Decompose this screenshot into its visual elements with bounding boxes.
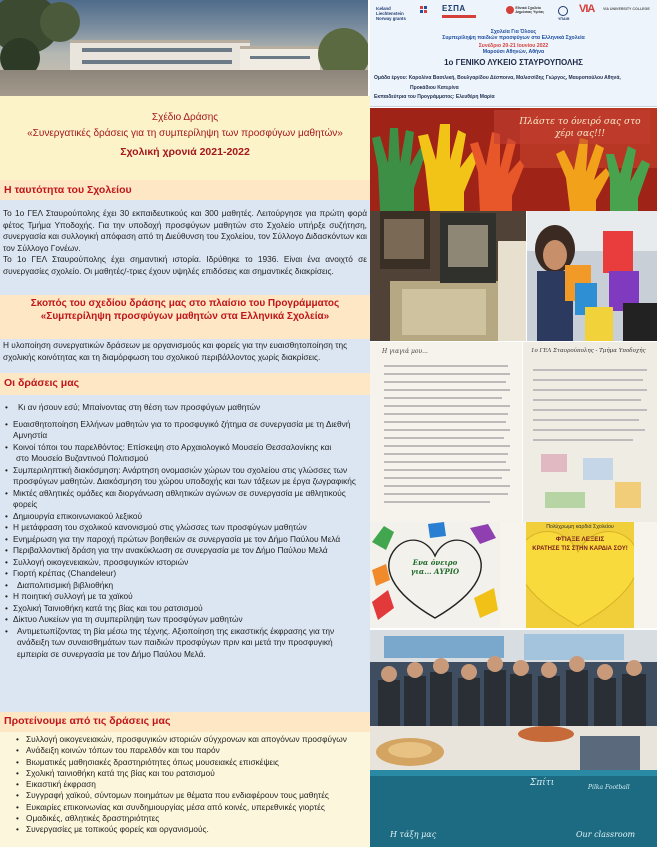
heart2-title: Πολύχρωμη καρδιά Σχολείου: [546, 524, 614, 530]
school-year: Σχολική χρονιά 2021-2022: [120, 146, 250, 158]
plan-subtitle: «Συνεργατικές δράσεις για τη συμπερίληψη των προσφύγων μαθητών»: [27, 128, 343, 139]
eea-grants-logo: Iceland Liechtenstein Norway grants: [376, 6, 428, 24]
action-item: • Δημιουργία επικοινωνιακού λεξικού: [8, 511, 362, 523]
proposal-item: • Εικαστική έκφραση: [16, 779, 360, 790]
school-building-photo: [0, 0, 368, 96]
hands-slogan: Πλάστε το όνειρό σας στο χέρι σας!!!: [519, 117, 641, 139]
action-item: • Συμπεριληπτική διακόσμηση: Ανάρτηση ονομασιών χώρων του σχολείου στις γλώσσες των προσφύγων μαθητών. Διακόσμηση του χώρου υποδοχής και των τάξεων με έργα ζωγραφικής: [8, 465, 362, 488]
action-item: • Αντιμετωπίζοντας τη βία μέσω της τέχνης. Αξιοποίηση της εικαστικής έκφρασης για την ανάδειξη των συναισθημάτων των παιδιών προσφύγων πριν και μετά την προσφυγική εμπειρία σε συνεργασία με τον Δήμο Παύλου Μελά.: [8, 626, 362, 661]
action-item: • Διαπολιτισμική βιβλιοθήκη: [8, 580, 362, 592]
letter-left-caption: Η γιαγιά μου...: [382, 348, 428, 355]
proposal-item: • Ανάδειξη κοινών τόπων του παρελθόν και του παρόν: [16, 745, 360, 756]
proposal-item: • Συλλογή οικογενειακών, προσφυγικών ιστοριών σύγχρονων και απογόνων προσφύγων: [16, 734, 360, 745]
identity-heading: Η ταυτότητα του Σχολείου: [0, 180, 370, 200]
goal-body: Η υλοποίηση συνεργατικών δράσεων με οργανισμούς και φορείς για την ευαισθητοποίηση της σχολικής κοινότητας και τη διαμόρφωση του σχολικού περιβάλλοντος χωρίς διακρίσεις.: [0, 339, 370, 373]
espa-logo: ΕΣΠΑ: [442, 6, 478, 24]
heart-hands-artwork: [370, 522, 500, 628]
family-stories-letter-left: [370, 342, 522, 522]
action-item: • Κοινοί τόποι του παρελθόντος: Επίσκεψη στο Αρχαιολογικό Μουσείο Θεσσαλονίκης και: [8, 442, 362, 454]
proposal-item: • Ομαδικές, αθλητικές δραστηριότητες: [16, 813, 360, 824]
ministry-logo: ΥΠΑΙΘ: [558, 6, 580, 24]
board-text-our-class-gr: Η τάξη μας: [390, 830, 437, 839]
proposals-body: [0, 732, 370, 847]
school-heart-poster: [500, 522, 657, 628]
plan-title: Σχέδιο Δράσης: [151, 112, 219, 123]
letter-right-caption: 1ο ΓΕΛ Σταυρούπολης - Τμήμα Υποδοχής: [531, 348, 646, 354]
heart2-line2: ΚΡΑΤΗΣΕ ΤΙΣ ΣΤΗΝ ΚΑΡΔΙΑ ΣΟΥ!: [532, 546, 628, 552]
action-item: • Η ποιητική συλλογή με τα χαϊκού: [8, 591, 362, 603]
poster-right-column: [370, 0, 657, 847]
board-text-home: Σπίτι: [530, 778, 555, 788]
board-text-our-class-en: Our classroom: [576, 830, 636, 839]
heart-caption: Ενα όνειρο για... ΑΥΡΙΟ: [410, 558, 460, 576]
heart2-line1: ΦΤΙΑΞΕ ΛΕΞΕΙΣ: [555, 536, 605, 543]
action-item: • Κι αν ήσουν εσύ; Μπαίνοντας στη θέση των προσφύγων μαθητών: [8, 402, 362, 414]
painted-hands-photo: [370, 108, 657, 211]
action-item: στο Μουσείο Βυζαντινού Πολιτισμού: [16, 453, 149, 463]
health-school-logo: Εθνικό Σχολείο Δημόσιας Υγείας: [506, 6, 554, 24]
board-text-football: Pilka Football: [588, 784, 630, 791]
actions-body: [0, 395, 370, 712]
classroom-board-photo: [370, 770, 657, 847]
identity-paragraph: Το 1ο ΓΕΛ Σταυρούπολης έχει σημαντική ιστορία. Ιδρύθηκε το 1936. Είναι ένα ανοιχτό σε συνεργασίες σχολείο. Οι μαθητές/-τριες έχουν υψηλές επιδόσεις και σημαντικές διακρίσεις.: [3, 254, 367, 276]
action-item: • Μικτές αθλητικές ομάδες και διοργάνωση αθλητικών αγώνων σε συνεργασία με αθλητικούς φορείς: [8, 488, 362, 511]
goal-heading: Σκοπός του σχεδίου δράσης μας στο πλαίσιο του Προγράμματος «Συμπερίληψη προσφύγων μαθητών στα Ελληνικά Σχολεία»: [0, 295, 370, 339]
identity-body: [0, 200, 370, 295]
action-item: • Ενημέρωση για την παροχή πρώτων βοηθειών σε συνεργασία με τον Δήμο Παύλου Μελά: [8, 534, 362, 546]
intercultural-library-photo: [527, 211, 657, 341]
proposal-item: • Σχολική ταινιοθήκη κατά της βίας και του ρατσισμού: [16, 768, 360, 779]
project-team: Ομάδα έργου: Καρολίνα Βασιλική, Βουλγαρίδου Δέσποινα, Μαλισσίδης Γιώργος, Μαυροπούλου Αθηνά, Προκάδιου Κατερίνα Εκπαιδεύτρια του Προγράμματος: Ελευθέρη Μαρία: [374, 75, 621, 100]
proposal-item: • Συγγραφή χαϊκού, σύντομων ποιημάτων με θέματα που ενδιαφέρουν τους μαθητές: [16, 790, 360, 801]
proposal-item: • Ευκαιρίες επικοινωνίας και συνδημιουργίας μέσα από κοινές, υπερεθνικές γιορτές: [16, 802, 360, 813]
proposal-item: • Βιωματικές μαθησιακές δραστηριότητες όπως μουσειακές επισκέψεις: [16, 757, 360, 768]
via-university-logo: VIA VIA UNIVERSITY COLLEGE: [579, 3, 650, 15]
action-item: • Γιορτή κρέπας (Chandeleur): [8, 568, 362, 580]
proposal-item: • Συνεργασίες με τοπικούς φορείς και οργανισμούς.: [16, 824, 360, 835]
school-name: 1ο ΓΕΝΙΚΟ ΛΥΚΕΙΟ ΣΤΑΥΡΟΥΠΟΛΗΣ: [444, 58, 583, 67]
action-item: • Συλλογή οικογενειακών, προσφυγικών ιστοριών: [8, 557, 362, 569]
identity-paragraph: Το 1ο ΓΕΛ Σταυρούπολης έχει 30 εκπαιδευτικούς και 300 μαθητές. Λειτούργησε για πρώτη φορά φέτος Τμήμα Υποδοχής. Για την υποδοχή προσφύγων μαθητών στο Σχολείο υπήρξε συζήτηση, συνεργασία και συλλογική απόφαση από τη Διεύθυνση του Σχολείου, τον Σύλλογο Διδασκόντων και τον Σύλλογο Γονέων.: [3, 208, 367, 253]
actions-heading: Οι δράσεις μας: [0, 373, 370, 395]
museum-visit-photo: [370, 211, 526, 341]
family-stories-letter-right: [523, 342, 657, 522]
action-item: • Δίκτυο Λυκείων για τη συμπερίληψη των προσφύγων μαθητών: [8, 614, 362, 626]
conference-date: Συνέδριο 20-21 Ιουνίου 2022 Μαρούσι Αθηνών, Αθήνα: [478, 43, 549, 55]
proposals-heading: Προτείνουμε από τις δράσεις μας: [0, 712, 370, 732]
conference-title: Σχολεία Για Όλους Συμπερίληψη παιδιών προσφύγων στα Ελληνικά Σχολεία: [442, 29, 585, 41]
plan-title-block: [0, 96, 370, 180]
action-item: • Σχολική Ταινιοθήκη κατά της βίας και του ρατσισμού: [8, 603, 362, 615]
sponsor-logos: [376, 3, 656, 26]
students-group-photo: [370, 630, 657, 770]
action-item: • Η μετάφραση του σχολικού κανονισμού στις γλώσσες των προσφύγων μαθητών: [8, 522, 362, 534]
action-item: • Περιβαλλοντική δράση για την ανακύκλωση σε συνεργασία με τον Δήμο Παύλου Μελά: [8, 545, 362, 557]
conference-header: [370, 0, 657, 107]
action-item: • Ευαισθητοποίηση Ελλήνων μαθητών για το προσφυγικό ζήτημα σε συνεργασία με τη Διεθνή Αμνηστία: [8, 419, 362, 442]
